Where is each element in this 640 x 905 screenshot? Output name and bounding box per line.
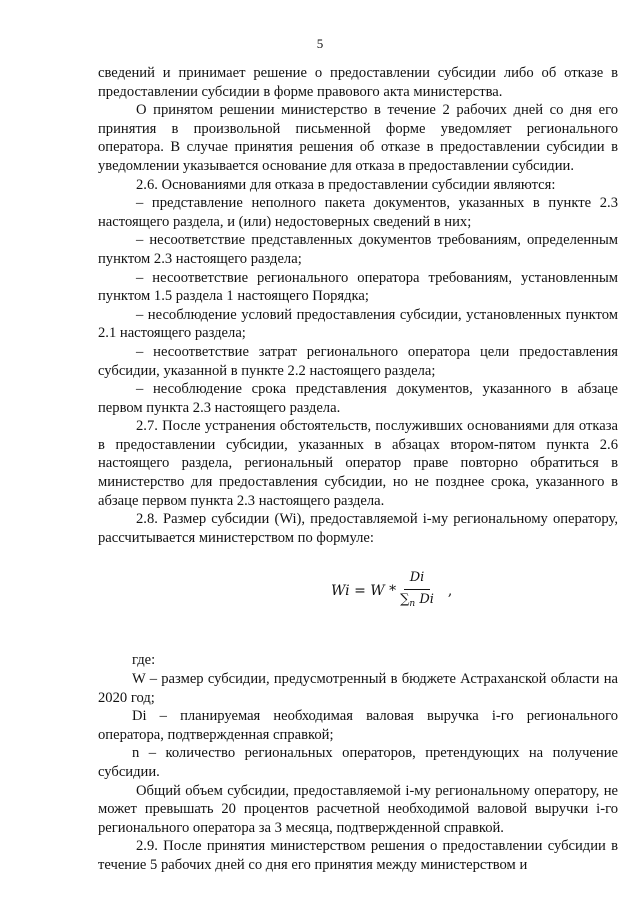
formula-sum-index: n	[409, 599, 416, 610]
paragraph-notification: О принятом решении министерство в течение 2 рабочих дней со дня его принятия в произвольной письменной форме уведомляет регионального оператора. В случае принятия решения об отказе в предоставлении субсидии в уведомлении указывается основание для отказа в предоставлении субсидии.	[98, 102, 618, 174]
definition-n: n – количество региональных операторов, претендующих на получение субсидии.	[98, 745, 618, 780]
paragraph-2-8: 2.8. Размер субсидии (Wi), предоставляемой i-му региональному оператору, рассчитывается министерством по формуле:	[98, 511, 618, 546]
paragraph-total-volume: Общий объем субсидии, предоставляемой i-му региональному оператору, не может превышать 20 процентов расчетной необходимой валовой выручки i-го регионального оператора за 3 месяца, подтвержденной справкой.	[98, 782, 618, 836]
formula-denominator-var: Di	[419, 592, 434, 608]
list-item-refusal-5: – несоответствие затрат регионального оператора цели предоставления субсидии, указанной в пункте 2.2 настоящего раздела;	[98, 343, 618, 379]
document-body	[98, 64, 618, 875]
list-item-refusal-6: – несоблюдение срока представления документов, указанного в абзаце первом пункта 2.3 настоящего раздела.	[98, 381, 618, 416]
formula-lhs: Wi = W *	[331, 583, 397, 600]
paragraph-where: где:	[132, 652, 156, 669]
subsidy-formula	[98, 565, 618, 613]
formula-numerator: Di	[404, 569, 431, 590]
formula-comma: ,	[447, 583, 453, 600]
list-item-refusal-2: – несоответствие представленных документов требованиям, определенным пунктом 2.3 настоящего раздела;	[98, 232, 618, 267]
paragraph-2-9: 2.9. После принятия министерством решения о предоставлении субсидии в течение 5 рабочих дней со дня его принятия между министерством и	[98, 838, 618, 873]
list-item-refusal-3: – несоответствие регионального оператора требованиям, установленным пунктом 1.5 раздела 1 настоящего Порядка;	[98, 269, 618, 305]
paragraph-continuation: сведений и принимает решение о предоставлении субсидии либо об отказе в предоставлении субсидии в форме правового акта министерства.	[98, 65, 618, 100]
list-item-refusal-1: – представление неполного пакета документов, указанных в пункте 2.3 настоящего раздела, и (или) недостоверных сведений в них;	[98, 195, 618, 230]
definition-w: W – размер субсидии, предусмотренный в бюджете Астраханской области на 2020 год;	[98, 671, 618, 706]
page-number: 5	[316, 36, 324, 51]
paragraph-2-7: 2.7. После устранения обстоятельств, послуживших основаниями для отказа в предоставлении субсидии, указанных в абзацах втором-пятом пункта 2.6 настоящего раздела, региональный оператор праве повторно обратиться в министерство для предоставления субсидии, но не позднее срока, указанного в абзаце первом пункта 2.3 настоящего раздела.	[98, 418, 618, 509]
formula-sum-sign: ∑	[400, 592, 410, 608]
formula-fraction	[400, 569, 434, 613]
formula-denominator	[400, 590, 434, 614]
list-item-refusal-4: – несоблюдение условий предоставления субсидии, установленных пунктом 2.1 настоящего раздела;	[98, 306, 618, 342]
definition-di: Di – планируемая необходимая валовая выручка i-го регионального оператора, подтвержденная справкой;	[98, 708, 618, 743]
paragraph-2-6-heading: 2.6. Основаниями для отказа в предоставлении субсидии являются:	[136, 176, 556, 193]
